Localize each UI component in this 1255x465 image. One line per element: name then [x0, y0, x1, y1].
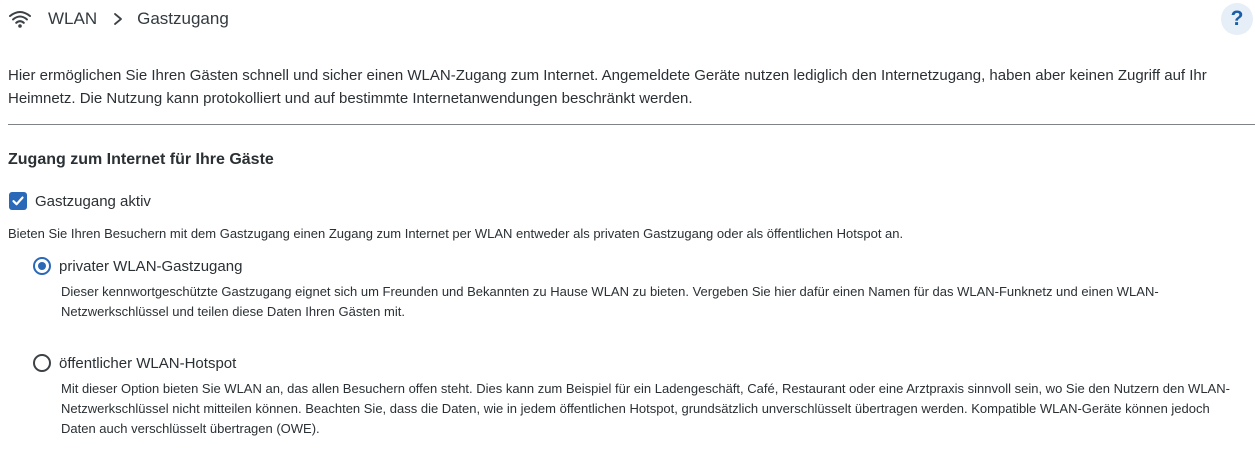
- private-guest-access-label[interactable]: privater WLAN-Gastzugang: [59, 257, 243, 275]
- public-hotspot-label[interactable]: öffentlicher WLAN-Hotspot: [59, 354, 237, 372]
- option-private-guest-access[interactable]: [33, 257, 242, 275]
- guest-access-checkbox[interactable]: [9, 192, 27, 210]
- guest-access-label[interactable]: Gastzugang aktiv: [35, 192, 151, 210]
- divider: [8, 124, 1255, 125]
- chevron-right-icon: [111, 12, 125, 26]
- guest-access-toggle[interactable]: [9, 192, 151, 210]
- private-guest-access-description: Dieser kennwortgeschützte Gastzugang eignet sich um Freunden und Bekannten zu Hause WLAN zu bieten. Vergeben Sie hier dafür einen Namen für das WLAN-Funknetz und einen WLAN-Netzwerkschlüssel und teilen diese Daten Ihren Gästen mit.: [61, 284, 1159, 319]
- public-hotspot-radio[interactable]: [33, 354, 51, 372]
- option-public-hotspot[interactable]: [33, 354, 236, 372]
- breadcrumb-current-page: Gastzugang: [137, 9, 229, 28]
- radio-selected-dot: [38, 262, 46, 270]
- mode-description: Bieten Sie Ihren Besuchern mit dem Gastzugang einen Zugang zum Internet per WLAN entweder als privaten Gastzugang oder als öffentlichen Hotspot an.: [8, 226, 904, 241]
- help-button[interactable]: ?: [1221, 3, 1253, 35]
- wifi-icon: [8, 9, 32, 29]
- breadcrumb-wlan-link[interactable]: WLAN: [48, 9, 98, 28]
- public-hotspot-description: Mit dieser Option bieten Sie WLAN an, das allen Besuchern offen steht. Dies kann zum Beispiel für ein Ladengeschäft, Café, Restaurant oder eine Arztpraxis sinnvoll sein, wo Sie den Nutzern den WLAN-Netzwerkschlüssel nicht mitteilen können. Beachten Sie, dass die Daten, wie in jedem öffentlichen Hotspot, grundsätzlich unverschlüsselt übertragen werden. Kompatible WLAN-Geräte können jedoch Daten auch verschlüsselt übertragen (OWE).: [61, 381, 1230, 436]
- section-title: Zugang zum Internet für Ihre Gäste: [8, 151, 274, 168]
- breadcrumb: [8, 6, 229, 32]
- intro-text: Hier ermöglichen Sie Ihren Gästen schnell und sicher einen WLAN-Zugang zum Internet. Angemeldete Geräte nutzen lediglich den Internetzugang, haben aber keinen Zugriff auf Ihr Heimnetz. Die Nutzung kann protokolliert und auf bestimmte Internetanwendungen beschränkt werden.: [8, 67, 1207, 107]
- checkmark-icon: [11, 194, 25, 208]
- private-guest-access-radio[interactable]: [33, 257, 51, 275]
